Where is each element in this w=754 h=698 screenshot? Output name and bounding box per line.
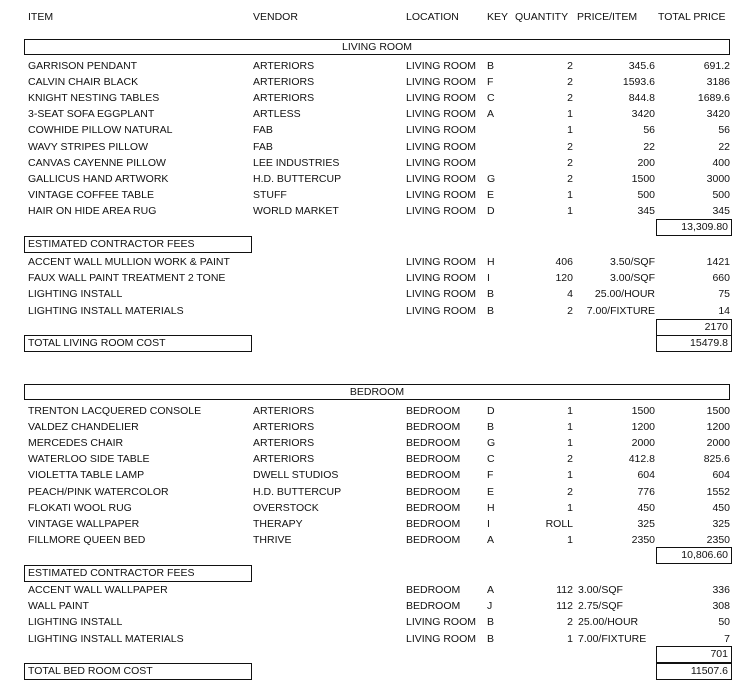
item-name: TRENTON LACQUERED CONSOLE — [28, 405, 202, 417]
quantity: 2 — [567, 485, 573, 498]
price-item: 844.8 — [628, 92, 655, 105]
quantity: 1 — [567, 405, 573, 417]
table-row — [0, 451, 754, 467]
vendor-name: DWELL STUDIOS — [253, 469, 339, 482]
quantity: 2 — [567, 172, 573, 185]
header-price-item: PRICE/ITEM — [577, 11, 638, 23]
fee-row — [0, 631, 754, 647]
location: BEDROOM — [406, 469, 461, 482]
price-item: 325 — [637, 517, 655, 530]
location: LIVING ROOM — [406, 140, 477, 153]
vendor-name: ARTERIORS — [253, 421, 315, 434]
price-item: 3420 — [631, 108, 655, 121]
price-item: 3.50/SQF — [610, 256, 655, 268]
price-item: 3.00/SQF — [610, 272, 655, 285]
quantity: 2 — [567, 616, 573, 629]
key: B — [487, 60, 495, 72]
location: LIVING ROOM — [406, 632, 477, 645]
table-row — [0, 403, 754, 419]
vendor-name: ARTLESS — [253, 108, 301, 121]
living-total: 15479.8 — [656, 335, 732, 352]
vendor-name: LEE INDUSTRIES — [253, 156, 340, 169]
fee-row — [0, 598, 754, 614]
table-row — [0, 467, 754, 483]
location: LIVING ROOM — [406, 124, 477, 137]
vendor-name: ARTERIORS — [253, 76, 315, 89]
total-price: 50 — [718, 616, 730, 629]
price-item: 22 — [643, 140, 655, 153]
price-item: 25.00/HOUR — [578, 616, 639, 629]
header-total-price: TOTAL PRICE — [658, 11, 726, 23]
price-item: 2.75/SQF — [578, 600, 623, 613]
key: A — [487, 108, 495, 121]
living-total-label: TOTAL LIVING ROOM COST — [24, 335, 252, 352]
item-name: HAIR ON HIDE AREA RUG — [28, 204, 157, 217]
quantity: 1 — [567, 204, 573, 217]
location: LIVING ROOM — [406, 92, 477, 105]
quantity: 112 — [556, 600, 573, 613]
total-price: 2350 — [706, 533, 730, 546]
total-price: 22 — [718, 140, 730, 153]
quantity: 1 — [567, 188, 573, 201]
price-item: 345.6 — [628, 60, 655, 72]
total-price: 1200 — [706, 421, 730, 434]
item-name: PEACH/PINK WATERCOLOR — [28, 485, 169, 498]
table-row — [0, 435, 754, 451]
price-item: 25.00/HOUR — [594, 288, 655, 301]
quantity: 1 — [567, 124, 573, 137]
table-row — [0, 106, 754, 122]
key: B — [487, 304, 495, 317]
bedroom-fees-total: 701 — [656, 646, 732, 663]
fee-name: WALL PAINT — [28, 600, 89, 613]
living-fees-label: ESTIMATED CONTRACTOR FEES — [24, 236, 252, 253]
location: BEDROOM — [406, 453, 461, 466]
price-item: 1500 — [631, 405, 655, 417]
quantity: 1 — [567, 501, 573, 514]
quantity: 2 — [567, 453, 573, 466]
key: I — [487, 272, 490, 285]
quantity: 2 — [567, 140, 573, 153]
price-item: 7.00/FIXTURE — [586, 304, 655, 317]
key: J — [487, 600, 493, 613]
location: BEDROOM — [406, 421, 461, 434]
quantity: 2 — [567, 92, 573, 105]
item-name: VALDEZ CHANDELIER — [28, 421, 139, 434]
table-row — [0, 171, 754, 187]
item-name: MERCEDES CHAIR — [28, 437, 124, 450]
location: BEDROOM — [406, 405, 461, 417]
total-price: 691.2 — [703, 60, 730, 72]
vendor-name: THRIVE — [253, 533, 292, 546]
key: C — [487, 453, 495, 466]
table-row — [0, 155, 754, 171]
location: LIVING ROOM — [406, 172, 477, 185]
item-name: VINTAGE COFFEE TABLE — [28, 188, 155, 201]
location: LIVING ROOM — [406, 272, 477, 285]
vendor-name: ARTERIORS — [253, 92, 315, 105]
price-item: 2350 — [631, 533, 655, 546]
fee-name: ACCENT WALL WALLPAPER — [28, 584, 168, 596]
location: BEDROOM — [406, 437, 461, 450]
living-section-title: LIVING ROOM — [24, 39, 730, 55]
bedroom-fees-label: ESTIMATED CONTRACTOR FEES — [24, 565, 252, 582]
total-price: 660 — [712, 272, 730, 285]
fee-row — [0, 303, 754, 319]
price-item: 776 — [637, 485, 655, 498]
quantity: ROLL — [545, 517, 573, 530]
total-price: 14 — [718, 304, 730, 317]
location: BEDROOM — [406, 501, 461, 514]
total-price: 336 — [712, 584, 730, 596]
key: D — [487, 405, 495, 417]
key: G — [487, 172, 496, 185]
key: H — [487, 501, 495, 514]
vendor-name: FAB — [253, 124, 273, 137]
quantity: 2 — [567, 304, 573, 317]
quantity: 1 — [567, 437, 573, 450]
fee-name: FAUX WALL PAINT TREATMENT 2 TONE — [28, 272, 226, 285]
vendor-name: WORLD MARKET — [253, 204, 339, 217]
total-price: 2000 — [706, 437, 730, 450]
key: B — [487, 616, 495, 629]
location: LIVING ROOM — [406, 304, 477, 317]
quantity: 1 — [567, 533, 573, 546]
item-name: KNIGHT NESTING TABLES — [28, 92, 160, 105]
key: H — [487, 256, 495, 268]
table-row — [0, 139, 754, 155]
price-item: 1500 — [631, 172, 655, 185]
item-name: CANVAS CAYENNE PILLOW — [28, 156, 166, 169]
key: F — [487, 469, 494, 482]
item-name: WAVY STRIPES PILLOW — [28, 140, 149, 153]
item-name: GARRISON PENDANT — [28, 60, 138, 72]
price-item: 412.8 — [628, 453, 655, 466]
location: LIVING ROOM — [406, 288, 477, 301]
fee-name: LIGHTING INSTALL MATERIALS — [28, 632, 184, 645]
price-item: 7.00/FIXTURE — [578, 632, 647, 645]
bedroom-section-title: BEDROOM — [24, 384, 730, 400]
header-key: KEY — [487, 11, 509, 23]
total-price: 308 — [712, 600, 730, 613]
living-fees-total: 2170 — [656, 319, 732, 336]
quantity: 112 — [556, 584, 573, 596]
table-row — [0, 419, 754, 435]
total-price: 345 — [712, 204, 730, 217]
item-name: FLOKATI WOOL RUG — [28, 501, 132, 514]
total-price: 75 — [718, 288, 730, 301]
header-item: ITEM — [28, 11, 54, 23]
table-row — [0, 484, 754, 500]
table-row — [0, 203, 754, 219]
vendor-name: H.D. BUTTERCUP — [253, 485, 342, 498]
location: BEDROOM — [406, 485, 461, 498]
location: LIVING ROOM — [406, 204, 477, 217]
total-price: 7 — [724, 632, 730, 645]
vendor-name: FAB — [253, 140, 273, 153]
location: LIVING ROOM — [406, 156, 477, 169]
total-price: 1421 — [706, 256, 730, 268]
location: LIVING ROOM — [406, 60, 477, 72]
location: LIVING ROOM — [406, 108, 477, 121]
key: D — [487, 204, 495, 217]
total-price: 500 — [712, 188, 730, 201]
fee-row — [0, 614, 754, 630]
key: G — [487, 437, 496, 450]
fee-name: LIGHTING INSTALL MATERIALS — [28, 304, 184, 317]
bedroom-total: 11507.6 — [656, 663, 732, 680]
key: B — [487, 632, 495, 645]
item-name: 3-SEAT SOFA EGGPLANT — [28, 108, 155, 121]
item-name: FILLMORE QUEEN BED — [28, 533, 146, 546]
fee-row — [0, 582, 754, 598]
vendor-name: THERAPY — [253, 517, 303, 530]
fee-name: ACCENT WALL MULLION WORK & PAINT — [28, 256, 230, 268]
price-item: 450 — [637, 501, 655, 514]
table-row — [0, 187, 754, 203]
location: BEDROOM — [406, 584, 461, 596]
total-price: 450 — [712, 501, 730, 514]
quantity: 2 — [567, 60, 573, 72]
total-price: 3420 — [706, 108, 730, 121]
table-row — [0, 500, 754, 516]
price-item: 2000 — [631, 437, 655, 450]
price-item: 345 — [637, 204, 655, 217]
fee-row — [0, 286, 754, 302]
location: BEDROOM — [406, 533, 461, 546]
total-price: 825.6 — [703, 453, 730, 466]
quantity: 120 — [555, 272, 573, 285]
location: LIVING ROOM — [406, 616, 477, 629]
header-location: LOCATION — [406, 11, 459, 23]
vendor-name: H.D. BUTTERCUP — [253, 172, 342, 185]
quantity: 1 — [567, 632, 573, 645]
item-name: VIOLETTA TABLE LAMP — [28, 469, 145, 482]
price-item: 3.00/SQF — [578, 584, 623, 596]
vendor-name: STUFF — [253, 188, 287, 201]
price-item: 200 — [637, 156, 655, 169]
bedroom-subtotal: 10,806.60 — [656, 547, 732, 564]
living-subtotal: 13,309.80 — [656, 219, 732, 236]
fee-name: LIGHTING INSTALL — [28, 616, 123, 629]
total-price: 3000 — [706, 172, 730, 185]
header-vendor: VENDOR — [253, 11, 298, 23]
bedroom-total-label: TOTAL BED ROOM COST — [24, 663, 252, 680]
total-price: 1500 — [706, 405, 730, 417]
price-item: 500 — [637, 188, 655, 201]
location: LIVING ROOM — [406, 256, 477, 268]
vendor-name: ARTERIORS — [253, 453, 315, 466]
fee-name: LIGHTING INSTALL — [28, 288, 123, 301]
price-item: 604 — [637, 469, 655, 482]
item-name: WATERLOO SIDE TABLE — [28, 453, 150, 466]
total-price: 1552 — [706, 485, 730, 498]
key: C — [487, 92, 495, 105]
total-price: 3186 — [706, 76, 730, 89]
quantity: 4 — [567, 288, 573, 301]
fee-row — [0, 254, 754, 270]
fee-row — [0, 270, 754, 286]
key: E — [487, 188, 495, 201]
vendor-name: ARTERIORS — [253, 437, 315, 450]
total-price: 604 — [712, 469, 730, 482]
location: BEDROOM — [406, 517, 461, 530]
location: BEDROOM — [406, 600, 461, 613]
table-row — [0, 90, 754, 106]
quantity: 1 — [567, 469, 573, 482]
vendor-name: OVERSTOCK — [253, 501, 319, 514]
key: A — [487, 584, 495, 596]
quantity: 1 — [567, 108, 573, 121]
item-name: GALLICUS HAND ARTWORK — [28, 172, 169, 185]
location: LIVING ROOM — [406, 188, 477, 201]
total-price: 325 — [712, 517, 730, 530]
key: E — [487, 485, 495, 498]
vendor-name: ARTERIORS — [253, 60, 315, 72]
key: B — [487, 421, 495, 434]
price-item: 1593.6 — [622, 76, 655, 89]
table-row — [0, 74, 754, 90]
item-name: CALVIN CHAIR BLACK — [28, 76, 139, 89]
total-price: 1689.6 — [697, 92, 730, 105]
key: A — [487, 533, 495, 546]
quantity: 1 — [567, 421, 573, 434]
table-row — [0, 122, 754, 138]
vendor-name: ARTERIORS — [253, 405, 315, 417]
quantity: 406 — [555, 256, 573, 268]
table-row — [0, 532, 754, 548]
key: F — [487, 76, 494, 89]
header-quantity: QUANTITY — [515, 11, 569, 23]
key: I — [487, 517, 490, 530]
total-price: 56 — [718, 124, 730, 137]
location: LIVING ROOM — [406, 76, 477, 89]
key: B — [487, 288, 495, 301]
table-row — [0, 58, 754, 74]
item-name: VINTAGE WALLPAPER — [28, 517, 140, 530]
quantity: 2 — [567, 76, 573, 89]
price-item: 56 — [643, 124, 655, 137]
table-row — [0, 516, 754, 532]
quantity: 2 — [567, 156, 573, 169]
price-item: 1200 — [631, 421, 655, 434]
total-price: 400 — [712, 156, 730, 169]
item-name: COWHIDE PILLOW NATURAL — [28, 124, 173, 137]
